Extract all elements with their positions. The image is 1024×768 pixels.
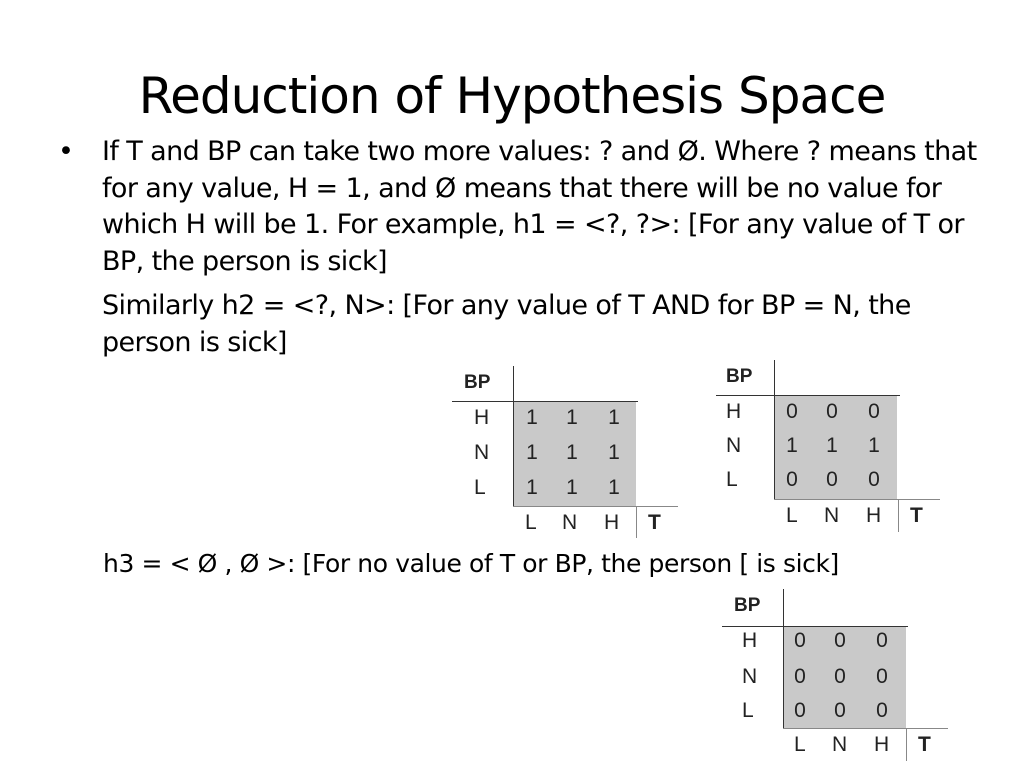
- row-label-h: H: [474, 406, 490, 429]
- row-label-n: N: [726, 434, 742, 457]
- cell: 1: [566, 476, 578, 499]
- slide-title: Reduction of Hypothesis Space: [138, 67, 886, 125]
- cell: 1: [826, 434, 838, 457]
- grid-h3: [722, 589, 948, 761]
- cell: 1: [608, 476, 620, 499]
- cell: 0: [834, 699, 846, 722]
- bullet-list: [58, 134, 988, 361]
- grid-bottom-line: [783, 728, 948, 729]
- cell: 0: [876, 629, 888, 652]
- col-label-l: L: [794, 733, 806, 756]
- cell: 1: [566, 406, 578, 429]
- cell: 0: [794, 665, 806, 688]
- col-label-n: N: [562, 511, 578, 534]
- cell: 1: [526, 441, 538, 464]
- cell: 0: [826, 400, 838, 423]
- cell: 1: [608, 406, 620, 429]
- cell: 0: [794, 629, 806, 652]
- cell: 1: [566, 441, 578, 464]
- row-label-h: H: [726, 400, 742, 423]
- grid-bp-label: BP: [726, 366, 753, 387]
- bullet-paragraph-1: If T and BP can take two more values: ? and Ø. Where ? means that for any value, H = 1, and Ø means that there will be no value for which H will be 1. For example, h1 = <?, ?>: [For any value of T or BP, the person is sick]: [102, 136, 977, 277]
- cell: 0: [868, 468, 880, 491]
- grid-t-label: T: [918, 733, 931, 756]
- bullet-paragraph-2: Similarly h2 = <?, N>: [For any value of T AND for BP = N, the person is sick]: [102, 290, 911, 358]
- col-label-l: L: [786, 504, 798, 527]
- col-label-h: H: [604, 511, 620, 534]
- cell: 0: [876, 699, 888, 722]
- cell: 1: [786, 434, 798, 457]
- col-label-n: N: [832, 733, 848, 756]
- grid-t-label: T: [648, 511, 661, 534]
- row-label-n: N: [742, 665, 758, 688]
- grid-axis-horizontal: [716, 395, 900, 396]
- row-label-l: L: [474, 476, 486, 499]
- cell: 1: [868, 434, 880, 457]
- cell: 0: [786, 400, 798, 423]
- cell: 0: [786, 468, 798, 491]
- grid-h2: [716, 360, 942, 532]
- row-label-n: N: [474, 441, 490, 464]
- grid-divider: [636, 506, 637, 538]
- col-label-h: H: [874, 733, 890, 756]
- cell: 0: [794, 699, 806, 722]
- cell: 1: [526, 476, 538, 499]
- cell: 1: [608, 441, 620, 464]
- h3-caption: h3 = < Ø , Ø >: [For no value of T or BP, the person [ is sick]: [103, 549, 839, 578]
- grid-bp-label: BP: [734, 595, 761, 616]
- cell: 0: [826, 468, 838, 491]
- col-label-l: L: [525, 511, 537, 534]
- cell: 0: [834, 665, 846, 688]
- cell: 0: [876, 665, 888, 688]
- grid-divider: [898, 499, 899, 532]
- bullet-marker: •: [58, 136, 74, 167]
- grid-bp-label: BP: [464, 372, 491, 393]
- row-label-h: H: [742, 629, 758, 652]
- col-label-h: H: [866, 504, 882, 527]
- row-label-l: L: [742, 699, 754, 722]
- grid-h1: [452, 366, 678, 538]
- cell: 1: [526, 406, 538, 429]
- grid-bottom-line: [774, 499, 940, 500]
- cell: 0: [834, 629, 846, 652]
- grid-axis-horizontal: [722, 626, 908, 627]
- row-label-l: L: [726, 468, 738, 491]
- col-label-n: N: [824, 504, 840, 527]
- cell: 0: [868, 400, 880, 423]
- grid-bottom-line: [513, 506, 678, 507]
- grid-axis-horizontal: [452, 401, 638, 402]
- grid-divider: [906, 728, 907, 761]
- grid-t-label: T: [910, 504, 923, 527]
